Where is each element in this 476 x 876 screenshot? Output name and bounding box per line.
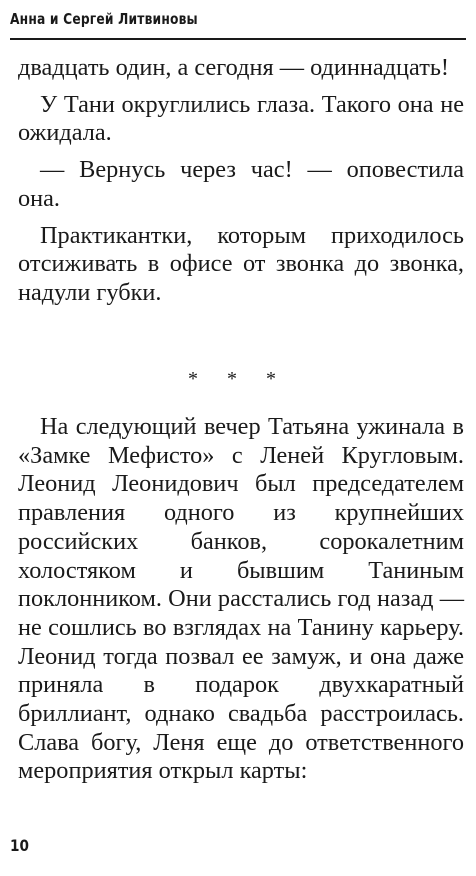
paragraph: На следующий вечер Татьяна ужинала в «Замке Мефисто» с Леней Кругловым. Леонид Леонидович был председателем правления одного из крупнейших российских банков, сорокалетним холостяком и бывшим Таниным поклонником. Они расстались год назад — не сошлись во взглядах на Танину карьеру. Леонид тогда позвал ее замуж, и она даже приняла в подарок двухкаратный бриллиант, однако свадьба расстроилась. Слава богу, Леня еще до ответственного мероприятия открыл карты:: [18, 413, 464, 785]
section-separator: * * *: [188, 368, 288, 390]
header-rule: [10, 38, 466, 40]
running-head: Анна и Сергей Литвиновы: [10, 10, 198, 28]
paragraph: Практикантки, которым приходилось отсиживать в офисе от звонка до звонка, надули губки.: [18, 221, 464, 306]
text-section-top: [18, 54, 464, 316]
text-section-bottom: [18, 413, 464, 794]
paragraph: У Тани округлились глаза. Такого она не ожидала.: [18, 90, 464, 147]
paragraph: — Вернусь через час! — оповестила она.: [18, 156, 464, 212]
paragraph: двадцать один, а сегодня — одиннадцать!: [18, 54, 449, 81]
page-number: 10: [10, 836, 29, 855]
